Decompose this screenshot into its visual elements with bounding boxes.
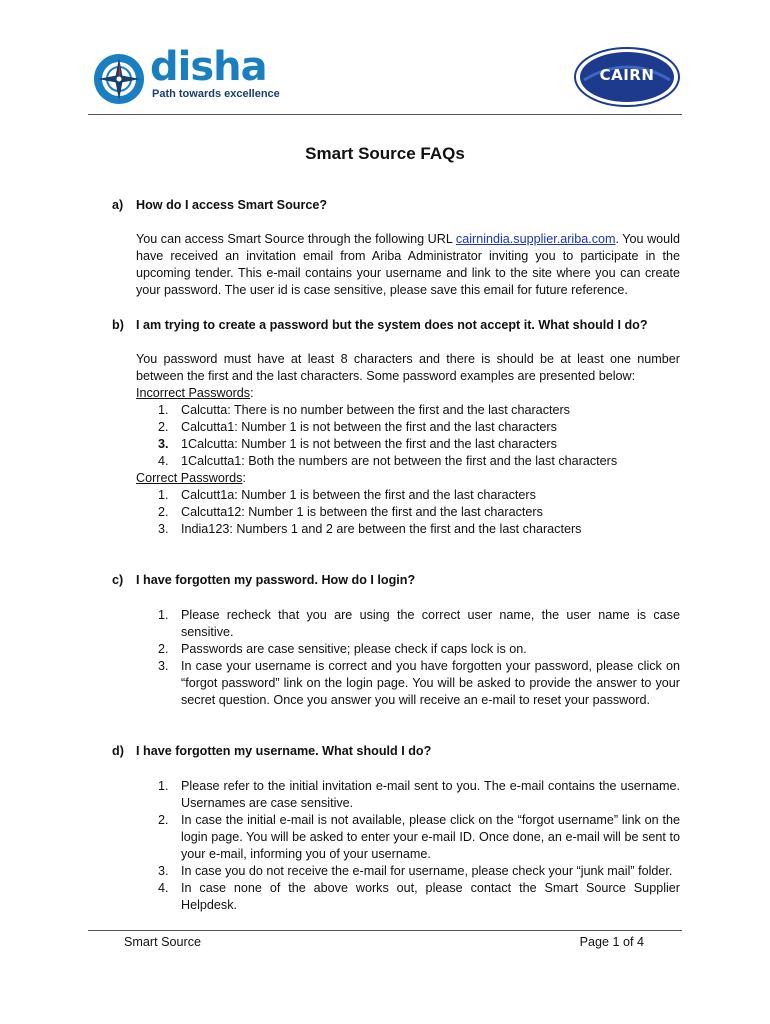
answer-text: . You would have received an invitation email from Ariba Administrator inviting you to participate in the upcoming tender. This e-mail contains your username and link to the site where you can create your password. The user id is case sensitive, please save this email for future reference. xyxy=(136,232,680,297)
answer-text: You password must have at least 8 characters and there is should be at least one number between the first and the last characters. Some password examples are presented below: xyxy=(136,352,680,383)
list-item: 2. Calcutta12: Number 1 is between the first and the last characters xyxy=(158,505,543,519)
list-item: 3. India123: Numbers 1 and 2 are between the first and the last characters xyxy=(158,522,582,536)
answer-text: You can access Smart Source through the following URL xyxy=(136,232,456,246)
question-label: b) xyxy=(112,318,124,332)
answer-c xyxy=(136,607,680,709)
list-item: 2. In case the initial e-mail is not available, please click on the “forgot username” link on the login page. You will be asked to enter your e-mail ID. Once done, an e-mail will be sent to your e-mail, informing you of your username. xyxy=(158,813,680,861)
question-label: c) xyxy=(112,573,124,587)
ariba-url-link[interactable]: cairnindia.supplier.ariba.com xyxy=(455,232,616,246)
page-number: Page 1 of 4 xyxy=(579,935,644,949)
question-text: I am trying to create a password but the system does not accept it. What should I do? xyxy=(136,318,648,332)
answer-a xyxy=(136,231,680,299)
list-item: 3. In case your username is correct and you have forgotten your password, please click on “forgot password” link on the login page. You will be asked to provide the answer to your secret question. Once you answer you will receive an e-mail to reset your password. xyxy=(158,659,680,707)
list-item: 2. Calcutta1: Number 1 is not between the first and the last characters xyxy=(158,420,557,434)
question-text: I have forgotten my username. What should I do? xyxy=(136,744,432,758)
question-text: How do I access Smart Source? xyxy=(136,198,328,212)
footer-title: Smart Source xyxy=(124,935,201,949)
page-footer xyxy=(88,930,682,955)
list-item: 3. 1Calcutta: Number 1 is not between the first and the last characters xyxy=(158,437,557,451)
question-text: I have forgotten my password. How do I login? xyxy=(136,573,416,587)
list-item: 2. Passwords are case sensitive; please check if caps lock is on. xyxy=(158,642,527,656)
cairn-logo xyxy=(572,46,682,108)
disha-tagline: Path towards excellence xyxy=(152,88,280,100)
correct-list xyxy=(136,487,680,538)
answer-b: You password must have at least 8 characters and there is should be at least one number between the first and the last characters. Some password examples are presented below: Incorrect Passwords: 1. Calcutta: There is no number between the first and the last characters 2. Calcutta1: Number 1 is not between the first and the last characters 3. 1Calcutta: Number 1 is not between the first and the last characters 4. 1Calcutta1: Both the numbers are not between the first and the last characters Correct Passwords: 1. Calcutt1a: Number 1 is between the first and the last characters 2. Calcutta12: Number 1 is between the first and the last characters 3. India123: Numbers 1 and 2 are between the first and the last characters xyxy=(136,352,680,536)
page-title: Smart Source FAQs xyxy=(305,144,465,163)
list-item: 1. Please refer to the initial invitation e-mail sent to you. The e-mail contains the username. Usernames are case sensitive. xyxy=(158,779,680,810)
list-item: 4. In case none of the above works out, please contact the Smart Source Supplier Helpdesk. xyxy=(158,881,680,912)
page-header xyxy=(88,44,682,115)
list-item: 3. In case you do not receive the e-mail for username, please check your “junk mail” folder. xyxy=(158,864,673,878)
list-item: 1. Calcutt1a: Number 1 is between the first and the last characters xyxy=(158,488,536,502)
forgot-username-list xyxy=(136,778,680,914)
question-label: a) xyxy=(112,198,124,212)
question-label: d) xyxy=(112,744,124,758)
list-item: 4. 1Calcutta1: Both the numbers are not between the first and the last characters xyxy=(158,454,618,468)
disha-wordmark: disha xyxy=(150,44,267,90)
list-item: 1. Calcutta: There is no number between the first and the last characters xyxy=(158,403,570,417)
answer-d xyxy=(136,778,680,914)
question-c xyxy=(112,573,415,587)
incorrect-heading: Incorrect Passwords xyxy=(136,386,251,400)
question-a xyxy=(112,198,327,212)
incorrect-list xyxy=(136,402,680,470)
compass-icon xyxy=(92,52,146,106)
question-b xyxy=(112,318,648,332)
correct-heading: Correct Passwords xyxy=(136,471,243,485)
cairn-wordmark: CAIRN xyxy=(599,66,655,84)
list-item: 1. Please recheck that you are using the correct user name, the user name is case sensitive. xyxy=(158,608,680,639)
forgot-password-list xyxy=(136,607,680,709)
question-d xyxy=(112,744,431,758)
disha-logo xyxy=(92,44,280,106)
